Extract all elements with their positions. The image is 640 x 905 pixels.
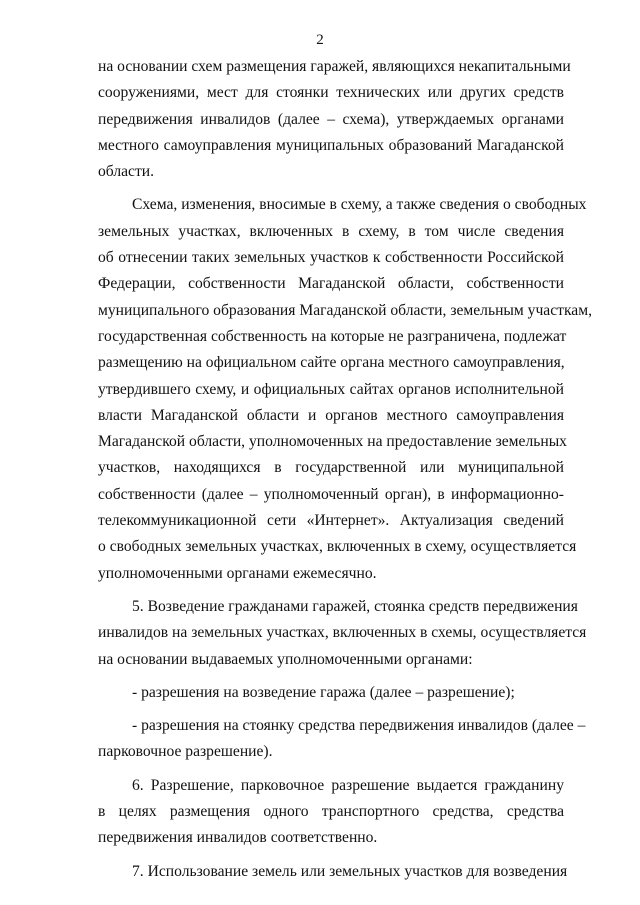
paragraph-scheme-publication <box>98 192 592 586</box>
text-line: на основании схем размещения гаражей, являющихся некапитальными <box>98 58 571 75</box>
text-line: собственности (далее – уполномоченный орган), в информационно- <box>98 485 564 503</box>
paragraph-parking-permit <box>98 713 586 766</box>
text-line: - разрешения на стоянку средства передвижения инвалидов (далее – <box>132 717 586 735</box>
text-line: парковочное разрешение). <box>98 743 273 761</box>
text-line: муниципального образования Магаданской области, земельным участкам, <box>98 301 592 319</box>
text-line: 5. Возведение гражданами гаражей, стоянка средств передвижения <box>132 597 578 615</box>
paragraph-garage-permit <box>98 680 564 706</box>
text-line: Федерации, собственности Магаданской области, собственности <box>98 275 564 293</box>
text-line: Схема, изменения, вносимые в схему, а также сведения о свободных <box>132 196 587 214</box>
text-line: инвалидов на земельных участках, включенных в схемы, осуществляется <box>98 624 587 642</box>
text-line: 6. Разрешение, парковочное разрешение выдается гражданину <box>132 776 564 794</box>
text-line: телекоммуникационной сети «Интернет». Актуализация сведений <box>98 512 564 530</box>
text-line: передвижения инвалидов (далее – схема), утверждаемых органами <box>98 110 564 128</box>
text-line: местного самоуправления муниципальных образований Магаданской <box>98 136 564 154</box>
text-line: уполномоченными органами ежемесячно. <box>98 564 377 582</box>
text-line: государственная собственность на которые не разграничена, подлежат <box>98 327 567 345</box>
text-line: власти Магаданской области и органов местного самоуправления <box>98 406 564 424</box>
text-line: на основании выдаваемых уполномоченными органами: <box>98 650 473 668</box>
paragraph-item-7 <box>98 859 568 885</box>
paragraph-item-6 <box>98 773 564 852</box>
text-line: участков, находящихся в государственной или муниципальной <box>98 459 564 477</box>
text-line: об отнесении таких земельных участков к собственности Российской <box>98 249 564 267</box>
text-line: передвижения инвалидов соответственно. <box>98 829 378 847</box>
text-line: утвердившего схему, и официальных сайтах органов исполнительной <box>98 380 564 398</box>
document-body <box>98 54 592 892</box>
text-line: в целях размещения одного транспортного средства, средства <box>98 803 564 821</box>
text-line: сооружениями, мест для стоянки технических или других средств <box>98 84 564 102</box>
paragraph-continuation <box>98 54 571 185</box>
paragraph-item-5 <box>98 594 587 673</box>
text-line: области. <box>98 163 155 181</box>
text-line: - разрешения на возведение гаража (далее – разрешение); <box>132 683 515 701</box>
text-line: 7. Использование земель или земельных участков для возведения <box>132 862 568 880</box>
text-line: о свободных земельных участках, включенных в схему, осуществляется <box>98 538 577 556</box>
text-line: земельных участках, включенных в схему, в том числе сведения <box>98 222 564 240</box>
page-number: 2 <box>316 32 324 48</box>
text-line: Магаданской области, уполномоченных на предоставление земельных <box>98 433 567 451</box>
text-line: размещению на официальном сайте органа местного самоуправления, <box>98 354 565 372</box>
